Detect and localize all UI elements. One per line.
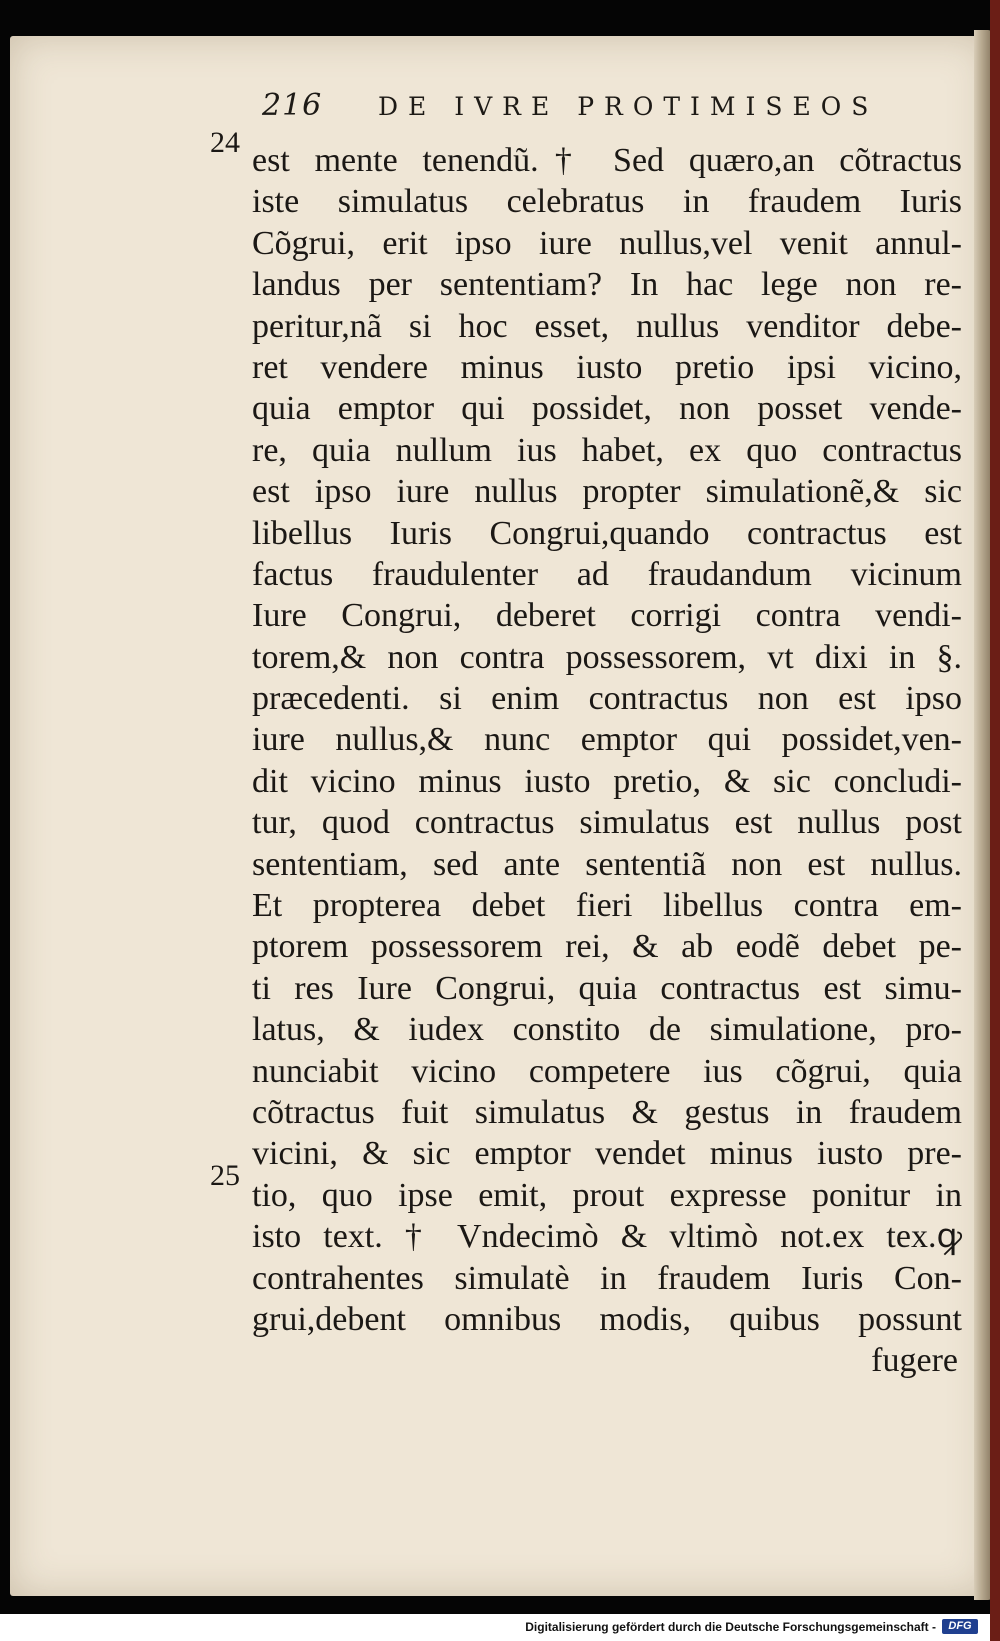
text-line: tio, quo ipse emit, prout expresse ponitur in: [252, 1176, 962, 1214]
text-line: ret vendere minus iusto pretio ipsi vicino,: [252, 348, 962, 386]
text-line: est mente tenendũ.† Sed quæro,an cõtractus: [252, 142, 962, 179]
text-line: sententiam, sed ante sententiã non est nullus.: [252, 845, 962, 883]
catchword: fugere: [871, 1342, 958, 1380]
text-line: nunciabit vicino competere ius cõgrui, quia: [252, 1052, 962, 1090]
dfg-logo-icon: DFG: [942, 1619, 978, 1634]
body-text: [252, 140, 962, 1382]
text-line: ptorem possessorem rei, & ab eodẽ debet pe-: [252, 928, 962, 966]
text-line: iste simulatus celebratus in fraudem Iuris: [252, 183, 962, 221]
text-line: cõtractus fuit simulatus & gestus in fraudem: [252, 1093, 962, 1131]
footer-bar: [0, 1614, 990, 1641]
text-line: præcedenti. si enim contractus non est ipso: [252, 680, 962, 718]
text-line: iure nullus,& nunc emptor qui possidet,ven-: [252, 721, 962, 759]
text-line: ti res Iure Congrui, quia contractus est simu-: [252, 969, 962, 1007]
marginal-number: 24: [210, 126, 240, 159]
text-line: re, quia nullum ius habet, ex quo contractus: [252, 431, 962, 469]
text-line: contrahentes simulatè in fraudem Iuris Con-: [252, 1259, 962, 1297]
text-line: dit vicino minus iusto pretio, & sic concludi-: [252, 762, 962, 800]
text-line: landus per sententiam? In hac lege non re-: [252, 266, 962, 304]
text-line: Et propterea debet fieri libellus contra em-: [252, 887, 962, 925]
text-line: factus fraudulenter ad fraudandum vicinum: [252, 555, 962, 593]
text-line: latus, & iudex constito de simulatione, pro-: [252, 1011, 962, 1049]
text-line: Cõgrui, erit ipso iure nullus,vel venit annul-: [252, 224, 962, 262]
text-line: isto text. † Vndecimò & vltimò not.ex tex.ꝙ: [252, 1218, 962, 1256]
running-head: [262, 88, 902, 132]
text-line: Iure Congrui, deberet corrigi contra vendi-: [252, 597, 962, 635]
text-line: peritur,nã si hoc esset, nullus venditor debe-: [252, 307, 962, 345]
text-line: torem,& non contra possessorem, vt dixi in §.: [252, 638, 962, 676]
text-line: libellus Iuris Congrui,quando contractus est: [252, 514, 962, 552]
funding-note: Digitalisierung gefördert durch die Deutsche Forschungsgemeinschaft -: [525, 1620, 936, 1634]
text-line: vicini, & sic emptor vendet minus iusto pre-: [252, 1135, 962, 1173]
text-line: tur, quod contractus simulatus est nullus post: [252, 804, 962, 842]
marginal-number: 25: [210, 1159, 240, 1192]
text-line: quia emptor qui possidet, non posset vende-: [252, 390, 962, 428]
page-number: 216: [262, 88, 323, 123]
text-line: grui,debent omnibus modis, quibus possunt: [252, 1300, 962, 1338]
binding-strip: [990, 0, 1000, 1641]
running-title: DE IVRE PROTIMISEOS: [378, 92, 879, 121]
text-line: est ipso iure nullus propter simulationẽ,& sic: [252, 473, 962, 511]
